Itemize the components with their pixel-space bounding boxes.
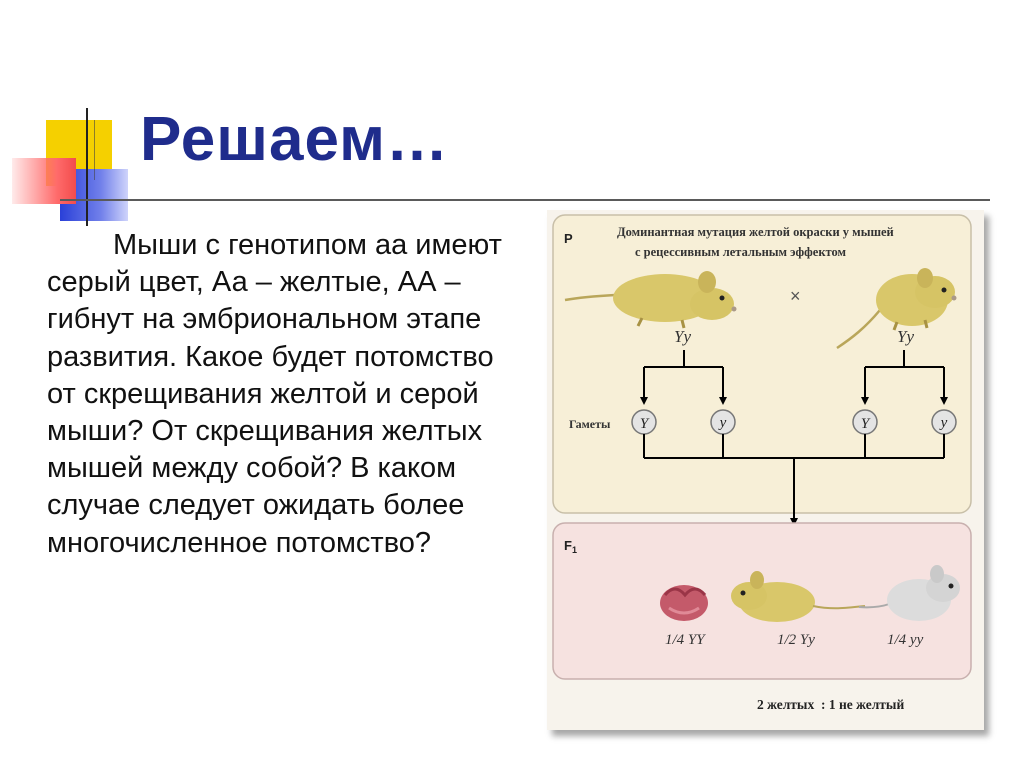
decor-red-gradient <box>12 158 76 204</box>
figure-title-line1: Доминантная мутация желтой окраски у мышей <box>617 225 894 239</box>
offspring-yy-hetero: 1/2 Yy <box>777 632 815 648</box>
parent-left-genotype: Yy <box>674 327 691 346</box>
title-underline <box>60 199 990 201</box>
offspring-yy-dominant: 1/4 YY <box>665 632 705 648</box>
problem-text: Мыши с генотипом аа имеют серый цвет, Аа – желтые, АА – гибнут на эмбриональном этапе развития. Какое будет потомство от скрещивания желтой и серой мыши? От скрещивания желтых мышей между собой? В каком случае следует ожидать более многочисленное потомство? <box>47 229 502 559</box>
gamete-2-label: y <box>719 415 727 431</box>
f1-label: $F_1$ <box>564 538 577 555</box>
gamete-4-label: y <box>940 415 948 431</box>
slide-title: Решаем… <box>140 105 449 174</box>
cross-symbol: × <box>790 286 801 306</box>
decor-vertical-line <box>86 108 88 226</box>
gamete-1-label: Y <box>639 416 649 432</box>
ratio-text: 2 желтых : 1 не желтый <box>757 697 905 712</box>
decor-vertical-line-2 <box>94 120 95 180</box>
offspring-yy-recessive: 1/4 yy <box>887 632 924 648</box>
gametes-label: Гаметы <box>569 417 611 431</box>
embryo-icon <box>660 585 708 621</box>
parent-right-genotype: Yy <box>897 327 914 346</box>
figure-title-line2: с рецессивным летальным эффектом <box>635 245 847 259</box>
p-label: P <box>564 231 573 246</box>
gamete-3-label: Y <box>860 416 870 432</box>
p-panel <box>553 215 971 513</box>
genetics-figure <box>547 210 984 730</box>
